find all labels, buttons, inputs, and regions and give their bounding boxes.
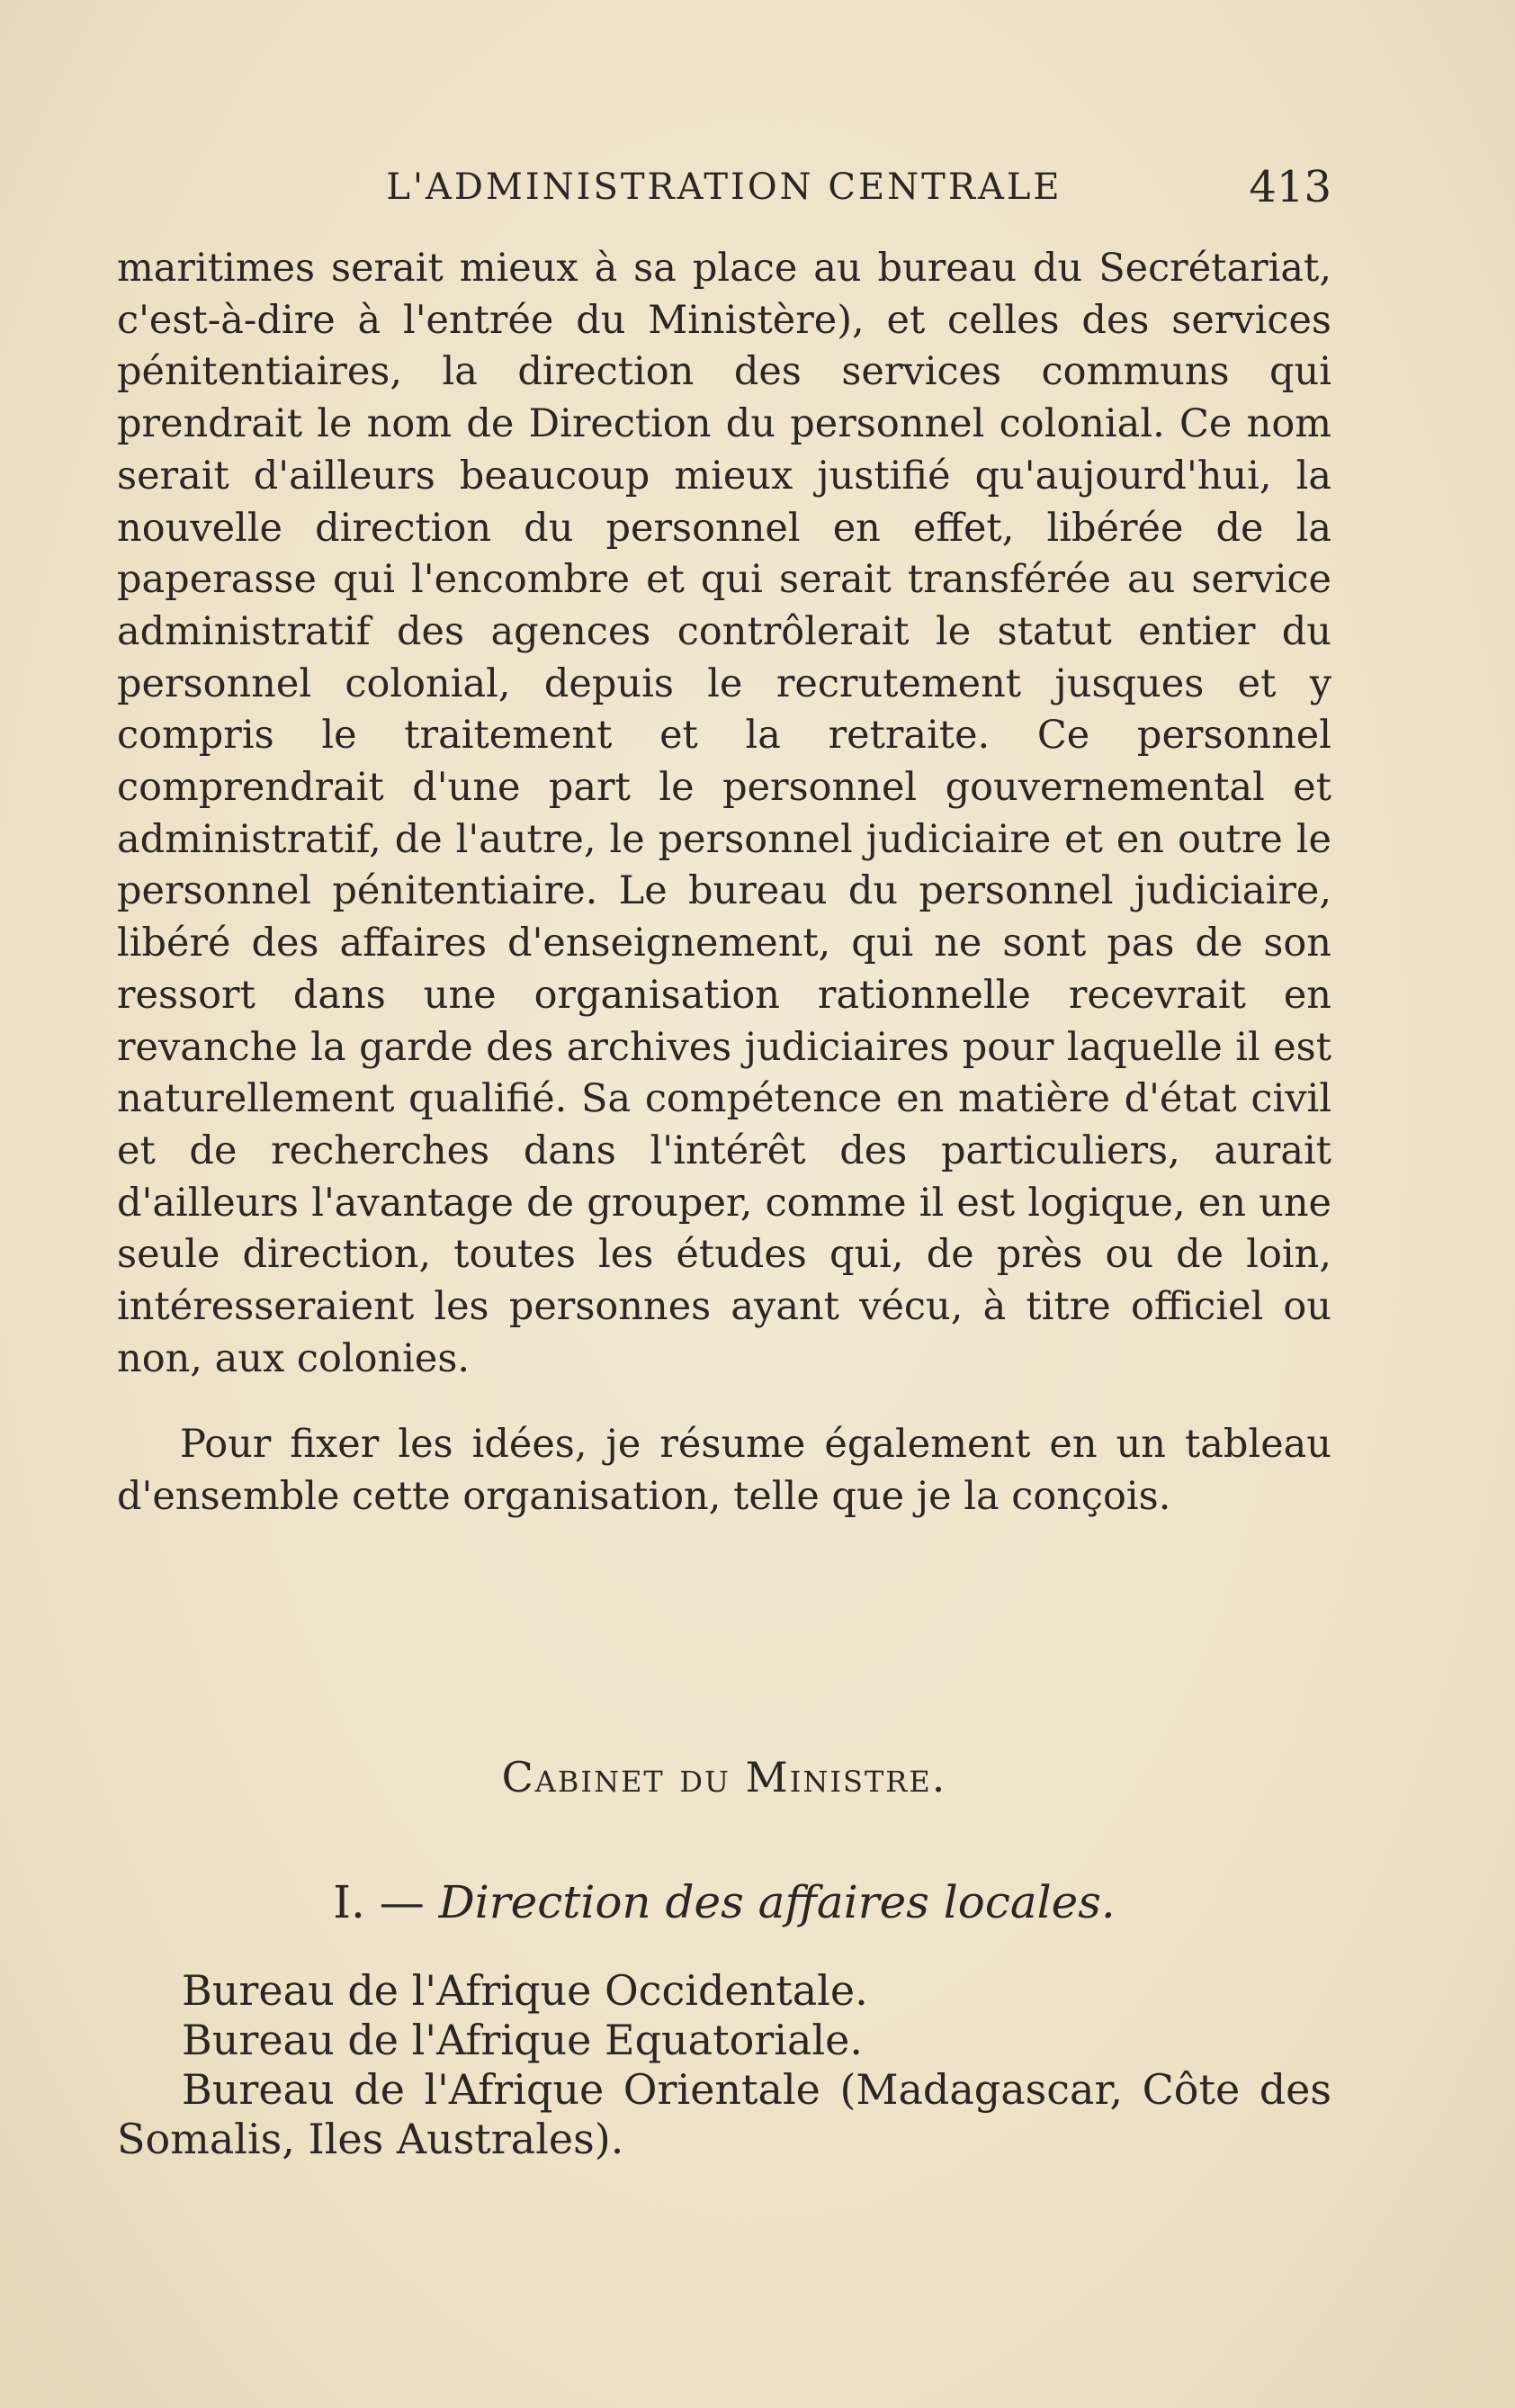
direction-number: I. — <box>333 1876 425 1928</box>
paragraph-summary: Pour fixer les idées, je résume également en un tableau d'ensemble cette organisation, telle que je la conçois. <box>117 1422 1331 1520</box>
direction-title: Direction des affaires locales. <box>438 1876 1116 1928</box>
list-item: Bureau de l'Afrique Occidentale. <box>182 1966 868 2015</box>
list-item: Bureau de l'Afrique Orientale (Madagascar, Côte des Somalis, Iles Australes). <box>117 2065 1331 2163</box>
direction-heading <box>117 1876 1331 1928</box>
section-heading: Cabinet du Ministre. <box>501 1753 947 1802</box>
list-item: Bureau de l'Afrique Equatoriale. <box>182 2016 863 2064</box>
bureau-list <box>117 1966 1331 2164</box>
page-number: 413 <box>1249 162 1331 212</box>
body-text <box>117 243 1331 1523</box>
paragraph-personnel: maritimes serait mieux à sa place au bureau du Secrétariat, c'est-à-dire à l'entrée du Ministère), et celles des services pénitentiaires, la direction des services communs qui prendrait le nom de Direction du personnel colonial. Ce nom serait d'ailleurs beaucoup mieux justifié qu'aujourd'hui, la nouvelle direction du personnel en effet, libérée de la paperasse qui l'encombre et qui serait transférée au service administratif des agences contrôlerait le statut entier du personnel colonial, depuis le recrutement jusques et y compris le traitement et la retraite. Ce personnel comprendrait d'une part le personnel gouvernemental et administratif, de l'autre, le personnel judiciaire et en outre le personnel pénitentiaire. Le bureau du personnel judiciaire, libéré des affaires d'enseignement, qui ne sont pas de son ressort dans une organisation rationnelle recevrait en revanche la garde des archives judiciaires pour laquelle il est naturellement qualifié. Sa compétence en matière d'état civil et de recherches dans l'intérêt des particuliers, aurait d'ailleurs l'avantage de grouper, comme il est logique, en une seule direction, toutes les études qui, de près ou de loin, intéresseraient les personnes ayant vécu, à titre officiel ou non, aux colonies. <box>117 246 1331 1381</box>
running-title: L'ADMINISTRATION CENTRALE <box>386 166 1062 208</box>
page-header <box>117 160 1331 214</box>
